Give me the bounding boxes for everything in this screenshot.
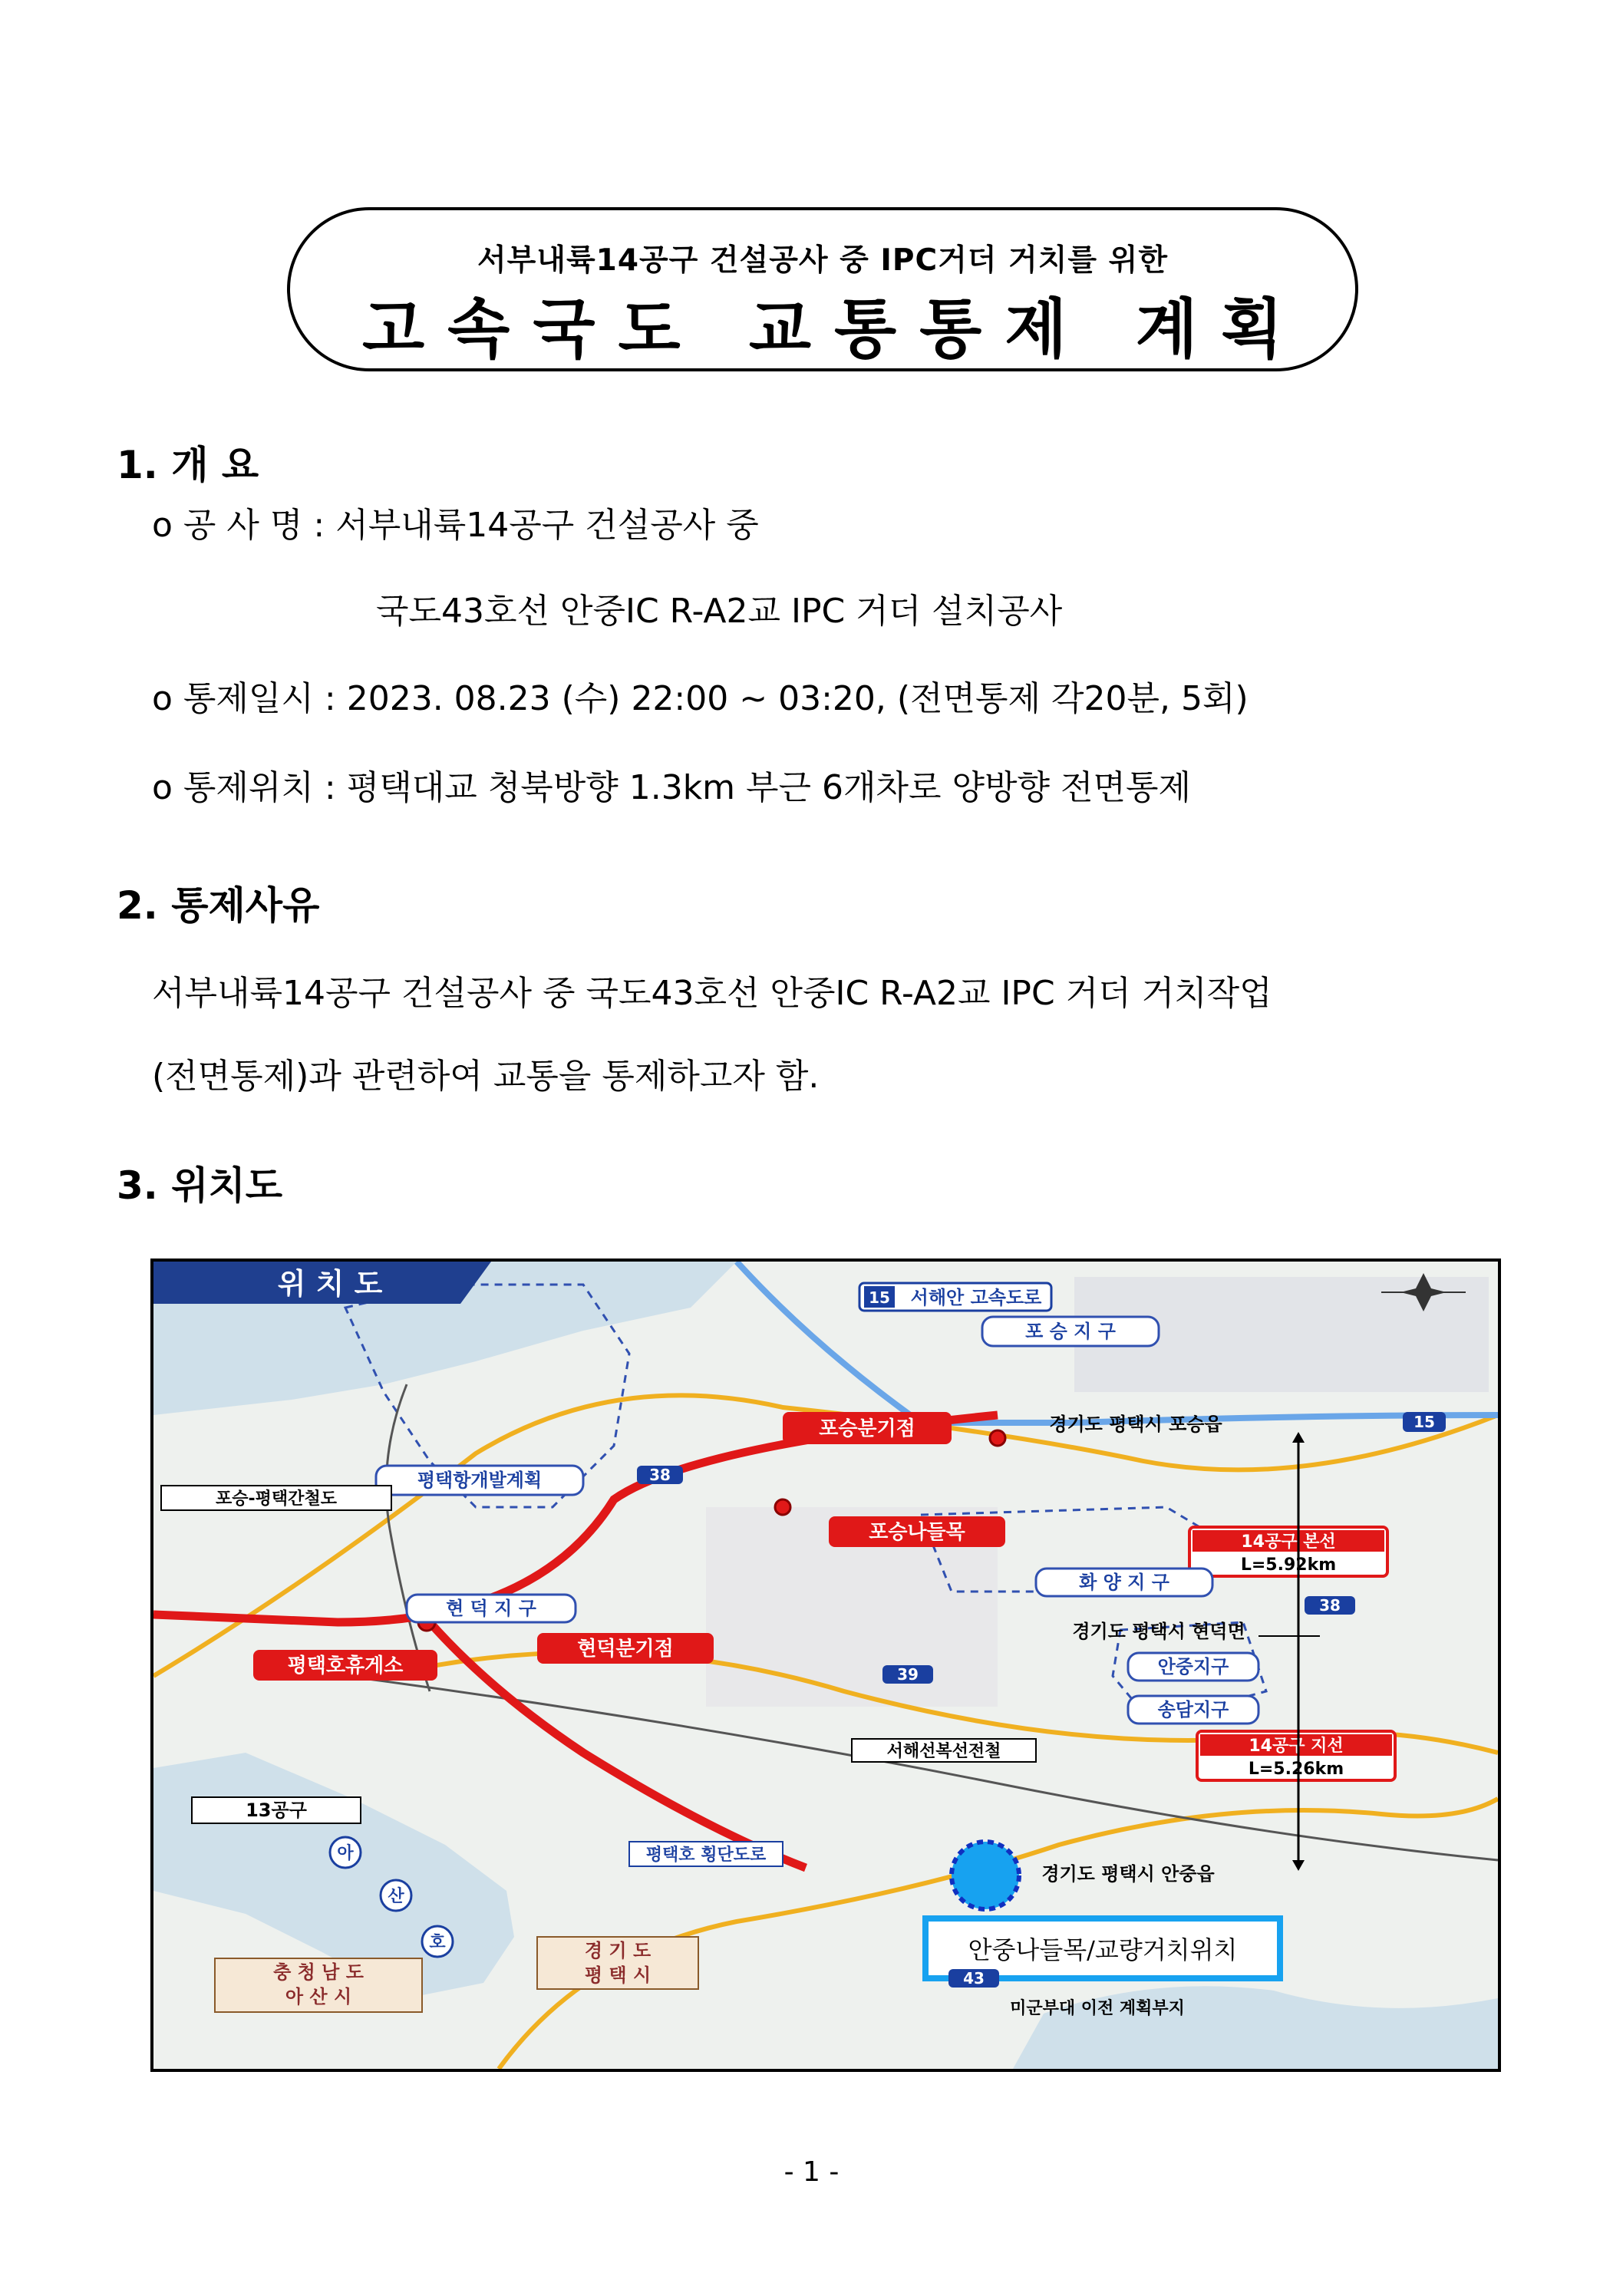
- label-gyeonggi: 경 기 도: [584, 1940, 652, 1961]
- poseung-jct-marker: [990, 1430, 1005, 1446]
- section1-heading: 1. 개 요: [117, 443, 259, 487]
- title-box: [287, 207, 1358, 371]
- label-seg14-main-length: L=5.92km: [1240, 1555, 1337, 1575]
- label-seg14-main: 14공구 본선: [1241, 1532, 1336, 1552]
- label-poseung-ic: 포승나들목: [869, 1521, 965, 1544]
- label-hyeondeok-jct: 현덕분기점: [577, 1638, 674, 1661]
- label-asan-lake-1: 아: [337, 1844, 354, 1863]
- label-anjung-district: 안중지구: [1157, 1656, 1229, 1677]
- label-route-43: 43: [963, 1969, 985, 1988]
- label-hyeondeok-district: 현 덕 지 구: [446, 1598, 536, 1619]
- section2-heading: 2. 통제사유: [117, 883, 320, 928]
- label-railway: 포승-평택간철도: [216, 1489, 337, 1509]
- label-route-38a: 38: [649, 1466, 671, 1484]
- control-date-line: o 통제일시 : 2023. 08.23 (수) 22:00 ~ 03:20, (전면통제 각20분, 5회): [152, 679, 1249, 718]
- label-asan-lake-3: 호: [429, 1933, 446, 1952]
- label-seg13: 13공구: [246, 1800, 307, 1821]
- label-seg14-branch: 14공구 지선: [1249, 1737, 1344, 1756]
- label-port-plan: 평택항개발계획: [417, 1470, 543, 1491]
- project-name-line: o 공 사 명 : 서부내륙14공구 건설공사 중: [152, 506, 759, 545]
- label-route-39: 39: [897, 1665, 919, 1684]
- section3-heading: 3. 위치도: [117, 1163, 283, 1208]
- svg-text:15: 15: [869, 1288, 890, 1307]
- label-poseung-eup: 경기도 평택시 포승읍: [1049, 1414, 1222, 1435]
- label-route-15: 15: [1414, 1413, 1435, 1431]
- label-seg14-branch-length: L=5.26km: [1248, 1760, 1344, 1779]
- label-expressway-15: 서해안 고속도로: [910, 1287, 1042, 1308]
- label-usfk: 미군부대 이전 계획부지: [1010, 1999, 1185, 2018]
- map-title: 위 치 도: [277, 1267, 383, 1301]
- label-hwayang: 화 양 지 구: [1079, 1572, 1169, 1593]
- page-number: - 1 -: [783, 2156, 840, 2188]
- label-pyeongtaek: 평 택 시: [584, 1964, 652, 1986]
- label-install-location: 안중나들목/교량거치위치: [968, 1935, 1238, 1964]
- label-chungnam: 충 청 남 도: [273, 1961, 364, 1983]
- label-asan-lake-2: 산: [388, 1887, 404, 1906]
- label-anjung-eup: 경기도 평택시 안중읍: [1041, 1863, 1215, 1885]
- location-map-drawing: [153, 1262, 1498, 2069]
- reason-line2: (전면통제)과 관련하여 교통을 통제하고자 함.: [152, 1057, 820, 1096]
- document-title: 고속국도 교통통제 계획: [362, 292, 1306, 367]
- label-crossing-road: 평택호 횡단도로: [645, 1846, 767, 1865]
- location-map: [150, 1259, 1501, 2072]
- label-songdam-district: 송담지구: [1157, 1699, 1229, 1720]
- control-location-line: o 통제위치 : 평택대교 청북방향 1.3km 부근 6개차로 양방향 전면통제: [152, 768, 1192, 807]
- label-asan: 아 산 시: [285, 1986, 352, 2007]
- label-hyeondeok-myeon: 경기도 평택시 현덕면: [1072, 1621, 1245, 1642]
- label-poseung-jct: 포승분기점: [819, 1417, 915, 1440]
- label-seohae-rail: 서해선복선전철: [886, 1742, 1001, 1761]
- label-rest-area: 평택호휴게소: [287, 1654, 404, 1677]
- label-route-38b: 38: [1319, 1596, 1341, 1615]
- project-name-line2: 국도43호선 안중IC R-A2교 IPC 거더 설치공사: [376, 592, 1063, 631]
- label-poseung-district: 포 승 지 구: [1025, 1321, 1116, 1342]
- reason-line1: 서부내륙14공구 건설공사 중 국도43호선 안중IC R-A2교 IPC 거더 거치작업: [152, 974, 1272, 1013]
- document-subtitle: 서부내륙14공구 건설공사 중 IPC거더 거치를 위한: [477, 243, 1168, 278]
- install-location-marker: [952, 1842, 1019, 1909]
- poseung-ic-marker: [775, 1499, 790, 1515]
